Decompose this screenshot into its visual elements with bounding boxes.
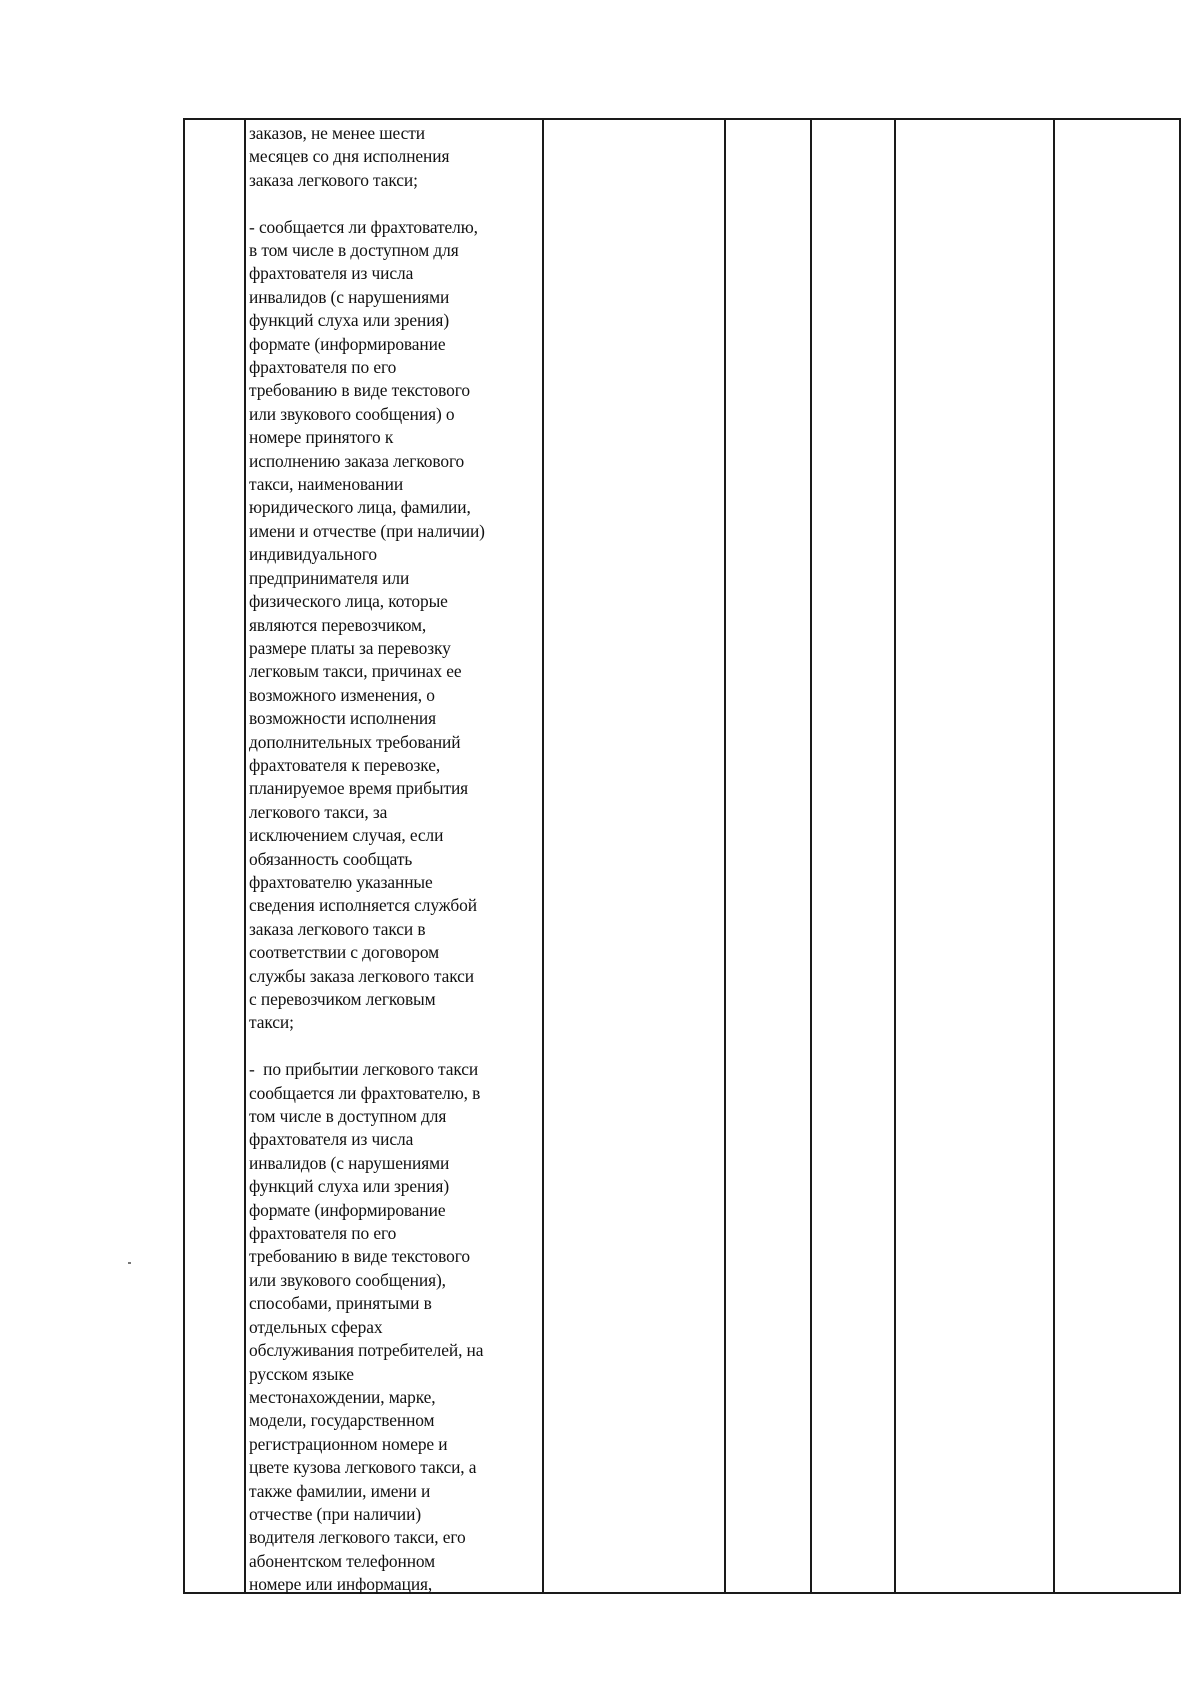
text-line: службы заказа легкового такси — [249, 965, 474, 986]
text-line: русском языке — [249, 1363, 354, 1384]
text-line: являются перевозчиком, — [249, 614, 427, 635]
text-line: также фамилии, имени и — [249, 1480, 431, 1501]
table-column-divider — [810, 118, 812, 1594]
text-line: сообщается ли фрахтователю, в — [249, 1082, 481, 1103]
text-line: фрахтователя из числа — [249, 263, 414, 284]
requirement-text-cell — [249, 122, 537, 1597]
text-line: с перевозчиком легковым — [249, 989, 436, 1010]
text-line: возможности исполнения — [249, 708, 437, 729]
text-line: размере платы за перевозку — [249, 637, 451, 658]
text-line: способами, принятыми в — [249, 1293, 432, 1314]
table-column-divider — [894, 118, 896, 1594]
table-column-divider — [1053, 118, 1055, 1594]
table-top-border — [183, 118, 1181, 120]
text-line: такси; — [249, 1012, 294, 1033]
text-line: планируемое время прибытия — [249, 778, 469, 799]
text-line: возможного изменения, о — [249, 684, 435, 705]
text-line: том числе в доступном для — [249, 1106, 447, 1127]
text-line: фрахтователя по его — [249, 1223, 397, 1244]
text-line: юридического лица, фамилии, — [249, 497, 471, 518]
text-line: исполнению заказа легкового — [249, 450, 465, 471]
text-line: фрахтователя из числа — [249, 1129, 414, 1150]
blank-line — [249, 1035, 537, 1058]
table-column-divider — [183, 118, 185, 1594]
text-line: фрахтователю указанные — [249, 871, 433, 892]
text-line: регистрационном номере и — [249, 1433, 448, 1454]
blank-line — [249, 192, 537, 215]
text-line: формате (информирование — [249, 1199, 446, 1220]
text-line: отчестве (при наличии) — [249, 1503, 422, 1524]
text-line: местонахождении, марке, — [249, 1386, 436, 1407]
text-line: заказа легкового такси; — [249, 169, 418, 190]
table-column-divider — [244, 118, 246, 1594]
text-line: фрахтователя по его — [249, 357, 397, 378]
text-line: функций слуха или зрения) — [249, 310, 450, 331]
text-line: исключением случая, если — [249, 825, 444, 846]
text-line: инвалидов (с нарушениями — [249, 1152, 450, 1173]
text-line: - сообщается ли фрахтователю, — [249, 216, 478, 237]
text-line: или звукового сообщения) о — [249, 403, 455, 424]
text-line: водителя легкового такси, его — [249, 1527, 466, 1548]
text-line: инвалидов (с нарушениями — [249, 286, 450, 307]
table-column-divider — [1179, 118, 1181, 1594]
text-line: формате (информирование — [249, 333, 446, 354]
text-line: месяцев со дня исполнения — [249, 146, 450, 167]
text-line: предпринимателя или — [249, 567, 410, 588]
text-line: функций слуха или зрения) — [249, 1176, 450, 1197]
table-column-divider — [542, 118, 544, 1594]
text-line: обслуживания потребителей, на — [249, 1340, 484, 1361]
text-line: отдельных сферах — [249, 1316, 383, 1337]
scan-artifact — [128, 1262, 131, 1264]
text-line: абонентском телефонном — [249, 1550, 436, 1571]
text-line: заказа легкового такси в — [249, 918, 426, 939]
text-line: номере принятого к — [249, 427, 394, 448]
text-line: легкового такси, за — [249, 801, 388, 822]
text-line: в том числе в доступном для — [249, 240, 459, 261]
text-line: имени и отчестве (при наличии) — [249, 520, 485, 541]
text-line: - по прибытии легкового такси — [249, 1059, 479, 1080]
text-line: номере или информация, — [249, 1574, 433, 1595]
text-line: дополнительных требований — [249, 731, 461, 752]
text-line: обязанность сообщать — [249, 848, 413, 869]
text-line: индивидуального — [249, 544, 377, 565]
table-column-divider — [724, 118, 726, 1594]
text-line: модели, государственном — [249, 1410, 435, 1431]
text-line: соответствии с договором — [249, 942, 440, 963]
text-line: требованию в виде текстового — [249, 1246, 470, 1267]
text-line: такси, наименовании — [249, 474, 404, 495]
text-line: фрахтователя к перевозке, — [249, 754, 441, 775]
text-line: заказов, не менее шести — [249, 123, 425, 143]
text-line: или звукового сообщения), — [249, 1269, 446, 1290]
text-line: требованию в виде текстового — [249, 380, 470, 401]
text-line: физического лица, которые — [249, 591, 448, 612]
text-line: сведения исполняется службой — [249, 895, 477, 916]
text-line: легковым такси, причинах ее — [249, 661, 462, 682]
text-line: цвете кузова легкового такси, а — [249, 1457, 477, 1478]
